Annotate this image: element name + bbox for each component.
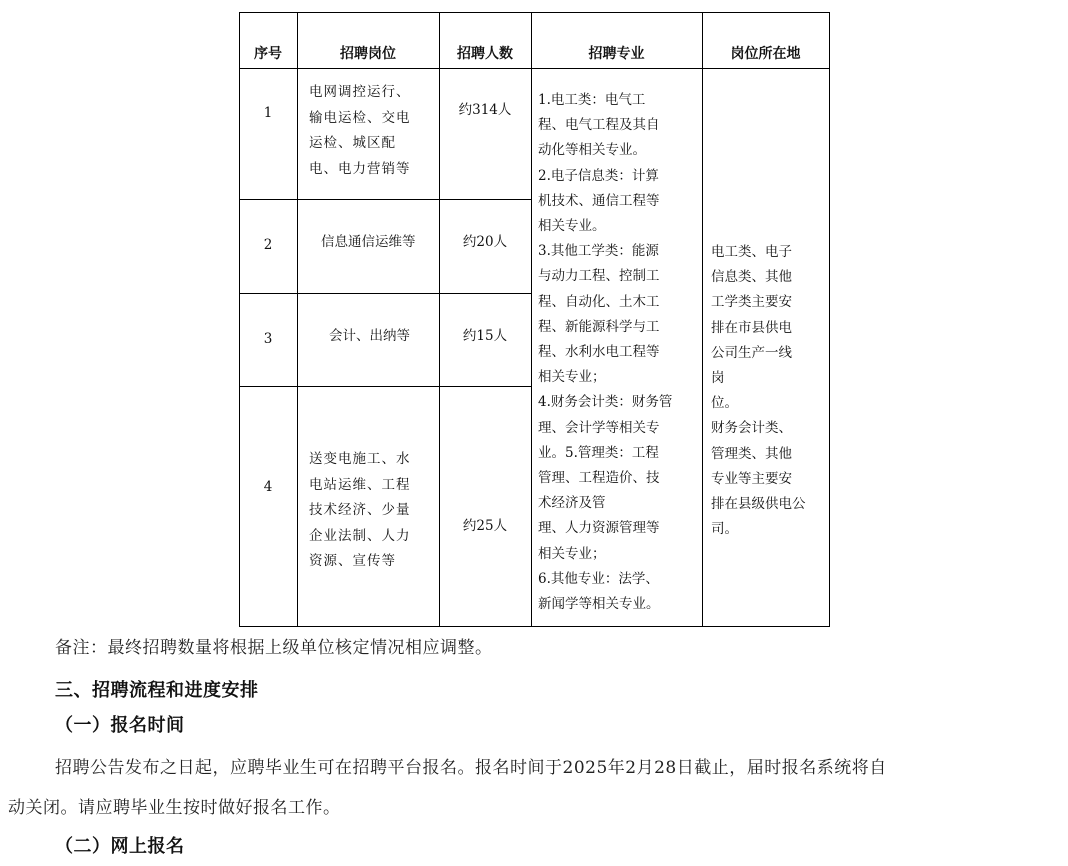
major-line: 相关专业； — [538, 545, 606, 562]
majors-cell — [538, 88, 700, 617]
major-line: 动化等相关专业。 — [538, 142, 646, 159]
table-border-right — [829, 12, 830, 627]
major-line: 2.电子信息类：计算 — [538, 167, 659, 184]
major-line: 理、会计学等相关专 — [538, 419, 660, 436]
row-1-count: 约314人 — [458, 102, 512, 118]
row-divider — [239, 386, 531, 387]
location-line: 公司生产一线 — [711, 344, 792, 361]
location-line: 排在县级供电公 — [711, 496, 806, 513]
row-divider — [239, 199, 531, 200]
row-2-count: 约20人 — [462, 234, 508, 250]
header-no: 序号 — [254, 46, 282, 62]
major-line: 机技术、通信工程等 — [538, 192, 660, 209]
location-line: 专业等主要安 — [711, 470, 792, 487]
subsection-1-title: （一）报名时间 — [55, 715, 185, 736]
row-3-positions: 会计、出纳等 — [329, 328, 410, 344]
location-line: 管理类、其他 — [711, 445, 792, 462]
major-line: 程、自动化、土木工 — [538, 293, 660, 310]
row-1-no: 1 — [263, 105, 273, 121]
position-line: 送变电施工、水 — [309, 451, 411, 467]
col-divider — [297, 12, 298, 627]
major-line: 程、水利水电工程等 — [538, 344, 660, 361]
major-line: 管理、工程造价、技 — [538, 470, 660, 487]
location-line: 工学类主要安 — [711, 294, 792, 311]
table-border-top — [239, 12, 830, 13]
row-4-no: 4 — [263, 479, 273, 495]
position-line: 电网调控运行、 — [309, 84, 411, 100]
major-line: 相关专业； — [538, 369, 606, 386]
major-line: 术经济及管 — [538, 495, 606, 512]
header-position: 招聘岗位 — [340, 46, 396, 62]
major-line: 6.其他专业：法学、 — [538, 570, 659, 587]
major-line: 1.电工类：电气工 — [538, 92, 646, 108]
position-line: 电站运维、工程 — [309, 476, 411, 493]
location-line: 电工类、电子 — [711, 244, 792, 260]
position-line: 电、电力营销等 — [309, 160, 411, 177]
table-note: 备注：最终招聘数量将根据上级单位核定情况相应调整。 — [55, 638, 493, 658]
row-2-positions: 信息通信运维等 — [321, 234, 416, 250]
major-line: 程、新能源科学与工 — [538, 318, 660, 335]
major-line: 相关专业。 — [538, 218, 606, 235]
major-line: 与动力工程、控制工 — [538, 268, 660, 285]
major-line: 3.其他工学类：能源 — [538, 243, 659, 260]
major-line: 新闻学等相关专业。 — [538, 596, 660, 613]
position-line: 技术经济、少量 — [309, 502, 411, 518]
position-line: 资源、宣传等 — [309, 553, 396, 569]
location-cell — [711, 240, 827, 542]
row-2-no: 2 — [263, 237, 273, 253]
subsection-1-text-line-2: 动关闭。请应聘毕业生按时做好报名工作。 — [8, 798, 341, 818]
table-border-bottom — [239, 626, 830, 627]
location-line: 排在市县供电 — [711, 319, 792, 336]
header-major: 招聘专业 — [588, 46, 645, 62]
position-line: 输电运检、交电 — [309, 109, 411, 126]
location-line: 位。 — [711, 395, 738, 412]
location-line: 司。 — [711, 521, 738, 538]
major-line: 程、电气工程及其自 — [538, 117, 660, 134]
section-3-title: 三、招聘流程和进度安排 — [55, 680, 259, 701]
major-line: 理、人力资源管理等 — [538, 520, 660, 537]
col-divider — [702, 12, 703, 627]
row-4-count: 约25人 — [462, 518, 508, 534]
subsection-2-title: （二）网上报名 — [55, 836, 185, 857]
row-1-positions — [309, 80, 434, 182]
recruitment-table — [239, 12, 830, 627]
header-count: 招聘人数 — [457, 46, 513, 62]
col-divider — [531, 12, 532, 627]
location-line: 财务会计类、 — [711, 420, 792, 437]
subsection-1-text-line-1: 招聘公告发布之日起，应聘毕业生可在招聘平台报名。报名时间于2025年2月28日截止，届时报名系统将自 — [55, 758, 887, 778]
position-line: 企业法制、人力 — [309, 527, 411, 544]
row-3-no: 3 — [263, 331, 273, 347]
major-line: 4.财务会计类：财务管 — [538, 394, 673, 411]
header-divider — [239, 68, 830, 69]
location-line: 信息类、其他 — [711, 269, 792, 286]
location-line: 岗 — [711, 370, 725, 387]
row-4-positions — [309, 447, 434, 575]
row-divider — [239, 293, 531, 294]
major-line: 业。5.管理类：工程 — [538, 444, 659, 461]
header-location: 岗位所在地 — [730, 46, 801, 62]
row-3-count: 约15人 — [462, 328, 508, 344]
position-line: 运检、城区配 — [309, 135, 396, 151]
